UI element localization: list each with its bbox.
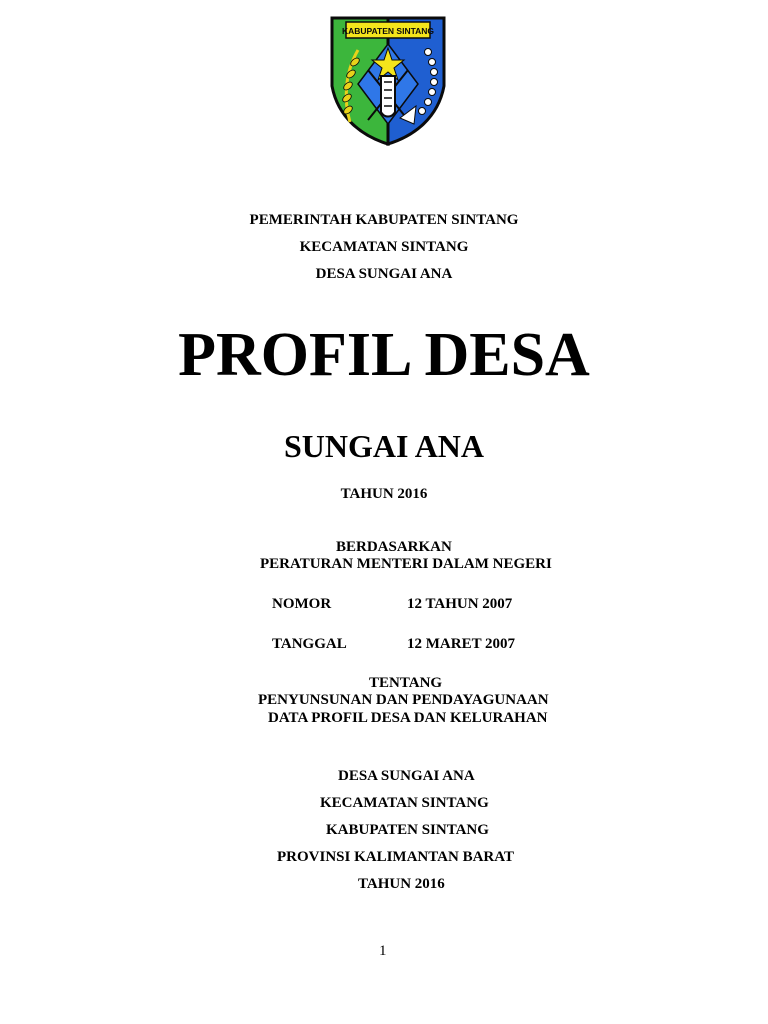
header-village: DESA SUNGAI ANA [315, 266, 453, 282]
page-number: 1 [379, 943, 387, 959]
address-year: TAHUN 2016 [358, 876, 445, 892]
document-year: TAHUN 2016 [340, 486, 428, 502]
address-province: PROVINSI KALIMANTAN BARAT [277, 849, 514, 865]
header-district: KECAMATAN SINTANG [299, 239, 469, 255]
tanggal-label: TANGGAL [272, 636, 347, 652]
basis-label: BERDASARKAN [336, 539, 452, 555]
about-label: TENTANG [369, 675, 443, 691]
about-line-1: PENYUNSUNAN DAN PENDAYAGUNAAN [258, 692, 549, 708]
header-government: PEMERINTAH KABUPATEN SINTANG [249, 212, 519, 228]
tanggal-value: 12 MARET 2007 [407, 636, 516, 652]
document-subtitle: SUNGAI ANA [283, 428, 485, 464]
address-village: DESA SUNGAI ANA [338, 768, 475, 784]
address-district: KECAMATAN SINTANG [320, 795, 489, 811]
regency-emblem [328, 14, 448, 148]
document-title: PROFIL DESA [178, 321, 590, 389]
address-regency: KABUPATEN SINTANG [326, 822, 489, 838]
nomor-label: NOMOR [272, 596, 332, 612]
emblem-banner-text: KABUPATEN SINTANG [341, 26, 435, 36]
about-line-2: DATA PROFIL DESA DAN KELURAHAN [268, 710, 548, 726]
nomor-value: 12 TAHUN 2007 [407, 596, 513, 612]
regulation-name: PERATURAN MENTERI DALAM NEGERI [260, 556, 552, 572]
